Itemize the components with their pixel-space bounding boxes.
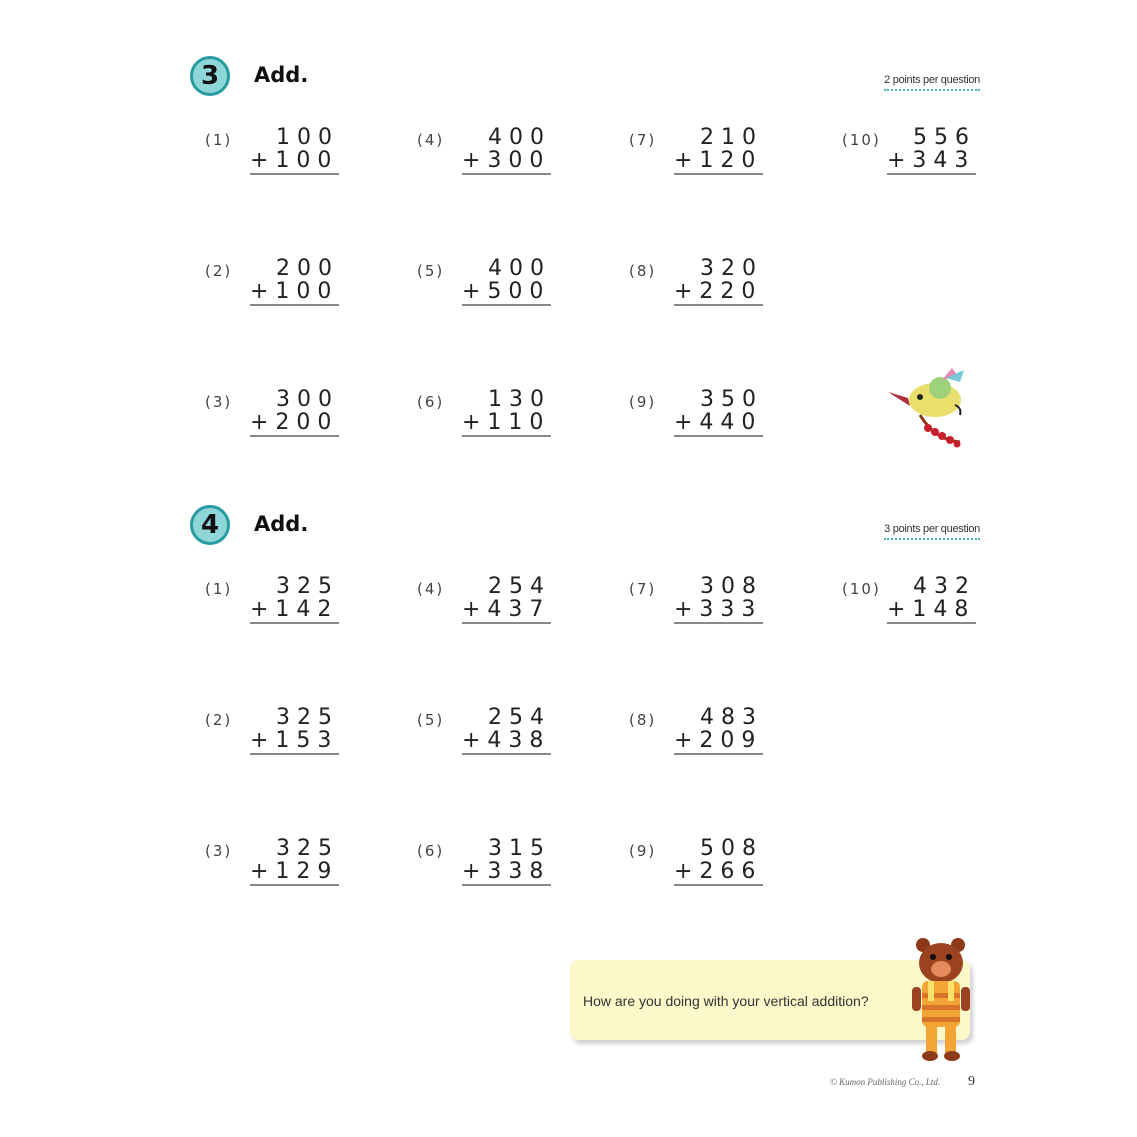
section-4-header [190, 505, 980, 555]
addend-top: 400 [488, 256, 551, 281]
problem [205, 705, 345, 765]
addend-bottom: +209 [674, 728, 763, 753]
addend-top: 325 [276, 836, 339, 861]
problem [417, 256, 557, 316]
bird-illustration [880, 360, 975, 455]
addend-bottom: +343 [887, 148, 976, 173]
problem [417, 125, 557, 185]
addend-bottom: +110 [462, 410, 551, 435]
addend-top: 483 [700, 705, 763, 730]
addend-top: 210 [700, 125, 763, 150]
problem-number: (2) [205, 711, 233, 729]
addend-bottom: +438 [462, 728, 551, 753]
addend-top: 325 [276, 705, 339, 730]
section-4-problems [205, 574, 985, 919]
addend-bottom: +333 [674, 597, 763, 622]
problem [842, 125, 982, 185]
section-3-problems [205, 125, 985, 470]
problem [629, 574, 769, 634]
points-label: 3 points per question [884, 523, 980, 540]
addend-top: 350 [700, 387, 763, 412]
copyright-text: © Kumon Publishing Co., Ltd. [830, 1077, 941, 1087]
addend-top: 100 [276, 125, 339, 150]
problem [417, 387, 557, 447]
page-number: 9 [968, 1074, 975, 1089]
addend-bottom: +142 [250, 597, 339, 622]
addend-top: 308 [700, 574, 763, 599]
addend-top: 508 [700, 836, 763, 861]
addend-top: 315 [488, 836, 551, 861]
addend-top: 200 [276, 256, 339, 281]
problem-number: (4) [417, 131, 445, 149]
addend-top: 400 [488, 125, 551, 150]
problem-number: (1) [205, 131, 233, 149]
problem-number: (7) [629, 580, 657, 598]
message-text: How are you doing with your vertical addition? [583, 993, 869, 1009]
problem [205, 125, 345, 185]
problem [842, 574, 982, 634]
addend-top: 300 [276, 387, 339, 412]
problem-number: (2) [205, 262, 233, 280]
addend-bottom: +440 [674, 410, 763, 435]
problem-number: (8) [629, 262, 657, 280]
problem-number: (3) [205, 393, 233, 411]
addend-bottom: +266 [674, 859, 763, 884]
points-label: 2 points per question [884, 74, 980, 91]
problem-number: (3) [205, 842, 233, 860]
addend-bottom: +148 [887, 597, 976, 622]
addend-bottom: +129 [250, 859, 339, 884]
section-3-header [190, 56, 980, 106]
problem-number: (8) [629, 711, 657, 729]
addend-bottom: +153 [250, 728, 339, 753]
addend-bottom: +300 [462, 148, 551, 173]
problem [205, 574, 345, 634]
section-number-badge: 3 [190, 56, 230, 96]
addend-bottom: +220 [674, 279, 763, 304]
problem [629, 256, 769, 316]
problem-number: (6) [417, 842, 445, 860]
section-title: Add. [254, 63, 309, 87]
problem [629, 125, 769, 185]
problem [629, 705, 769, 765]
problem-number: (10) [842, 580, 881, 598]
problem-number: (1) [205, 580, 233, 598]
addend-top: 432 [913, 574, 976, 599]
problem-number: (5) [417, 711, 445, 729]
addend-top: 254 [488, 574, 551, 599]
bear-illustration [908, 935, 978, 1065]
problem [417, 836, 557, 896]
problem-number: (9) [629, 842, 657, 860]
addend-top: 320 [700, 256, 763, 281]
problem-number: (6) [417, 393, 445, 411]
addend-bottom: +200 [250, 410, 339, 435]
problem [205, 836, 345, 896]
addend-bottom: +500 [462, 279, 551, 304]
problem-number: (4) [417, 580, 445, 598]
addend-bottom: +100 [250, 279, 339, 304]
problem [629, 387, 769, 447]
problem-number: (10) [842, 131, 881, 149]
addend-top: 556 [913, 125, 976, 150]
section-title: Add. [254, 512, 309, 536]
problem [417, 705, 557, 765]
addend-bottom: +437 [462, 597, 551, 622]
problem [417, 574, 557, 634]
problem-number: (9) [629, 393, 657, 411]
problem-number: (5) [417, 262, 445, 280]
problem [205, 256, 345, 316]
problem-number: (7) [629, 131, 657, 149]
addend-bottom: +120 [674, 148, 763, 173]
addend-top: 130 [488, 387, 551, 412]
problem [205, 387, 345, 447]
section-number-badge: 4 [190, 505, 230, 545]
addend-bottom: +100 [250, 148, 339, 173]
addend-bottom: +338 [462, 859, 551, 884]
problem [629, 836, 769, 896]
addend-top: 254 [488, 705, 551, 730]
addend-top: 325 [276, 574, 339, 599]
